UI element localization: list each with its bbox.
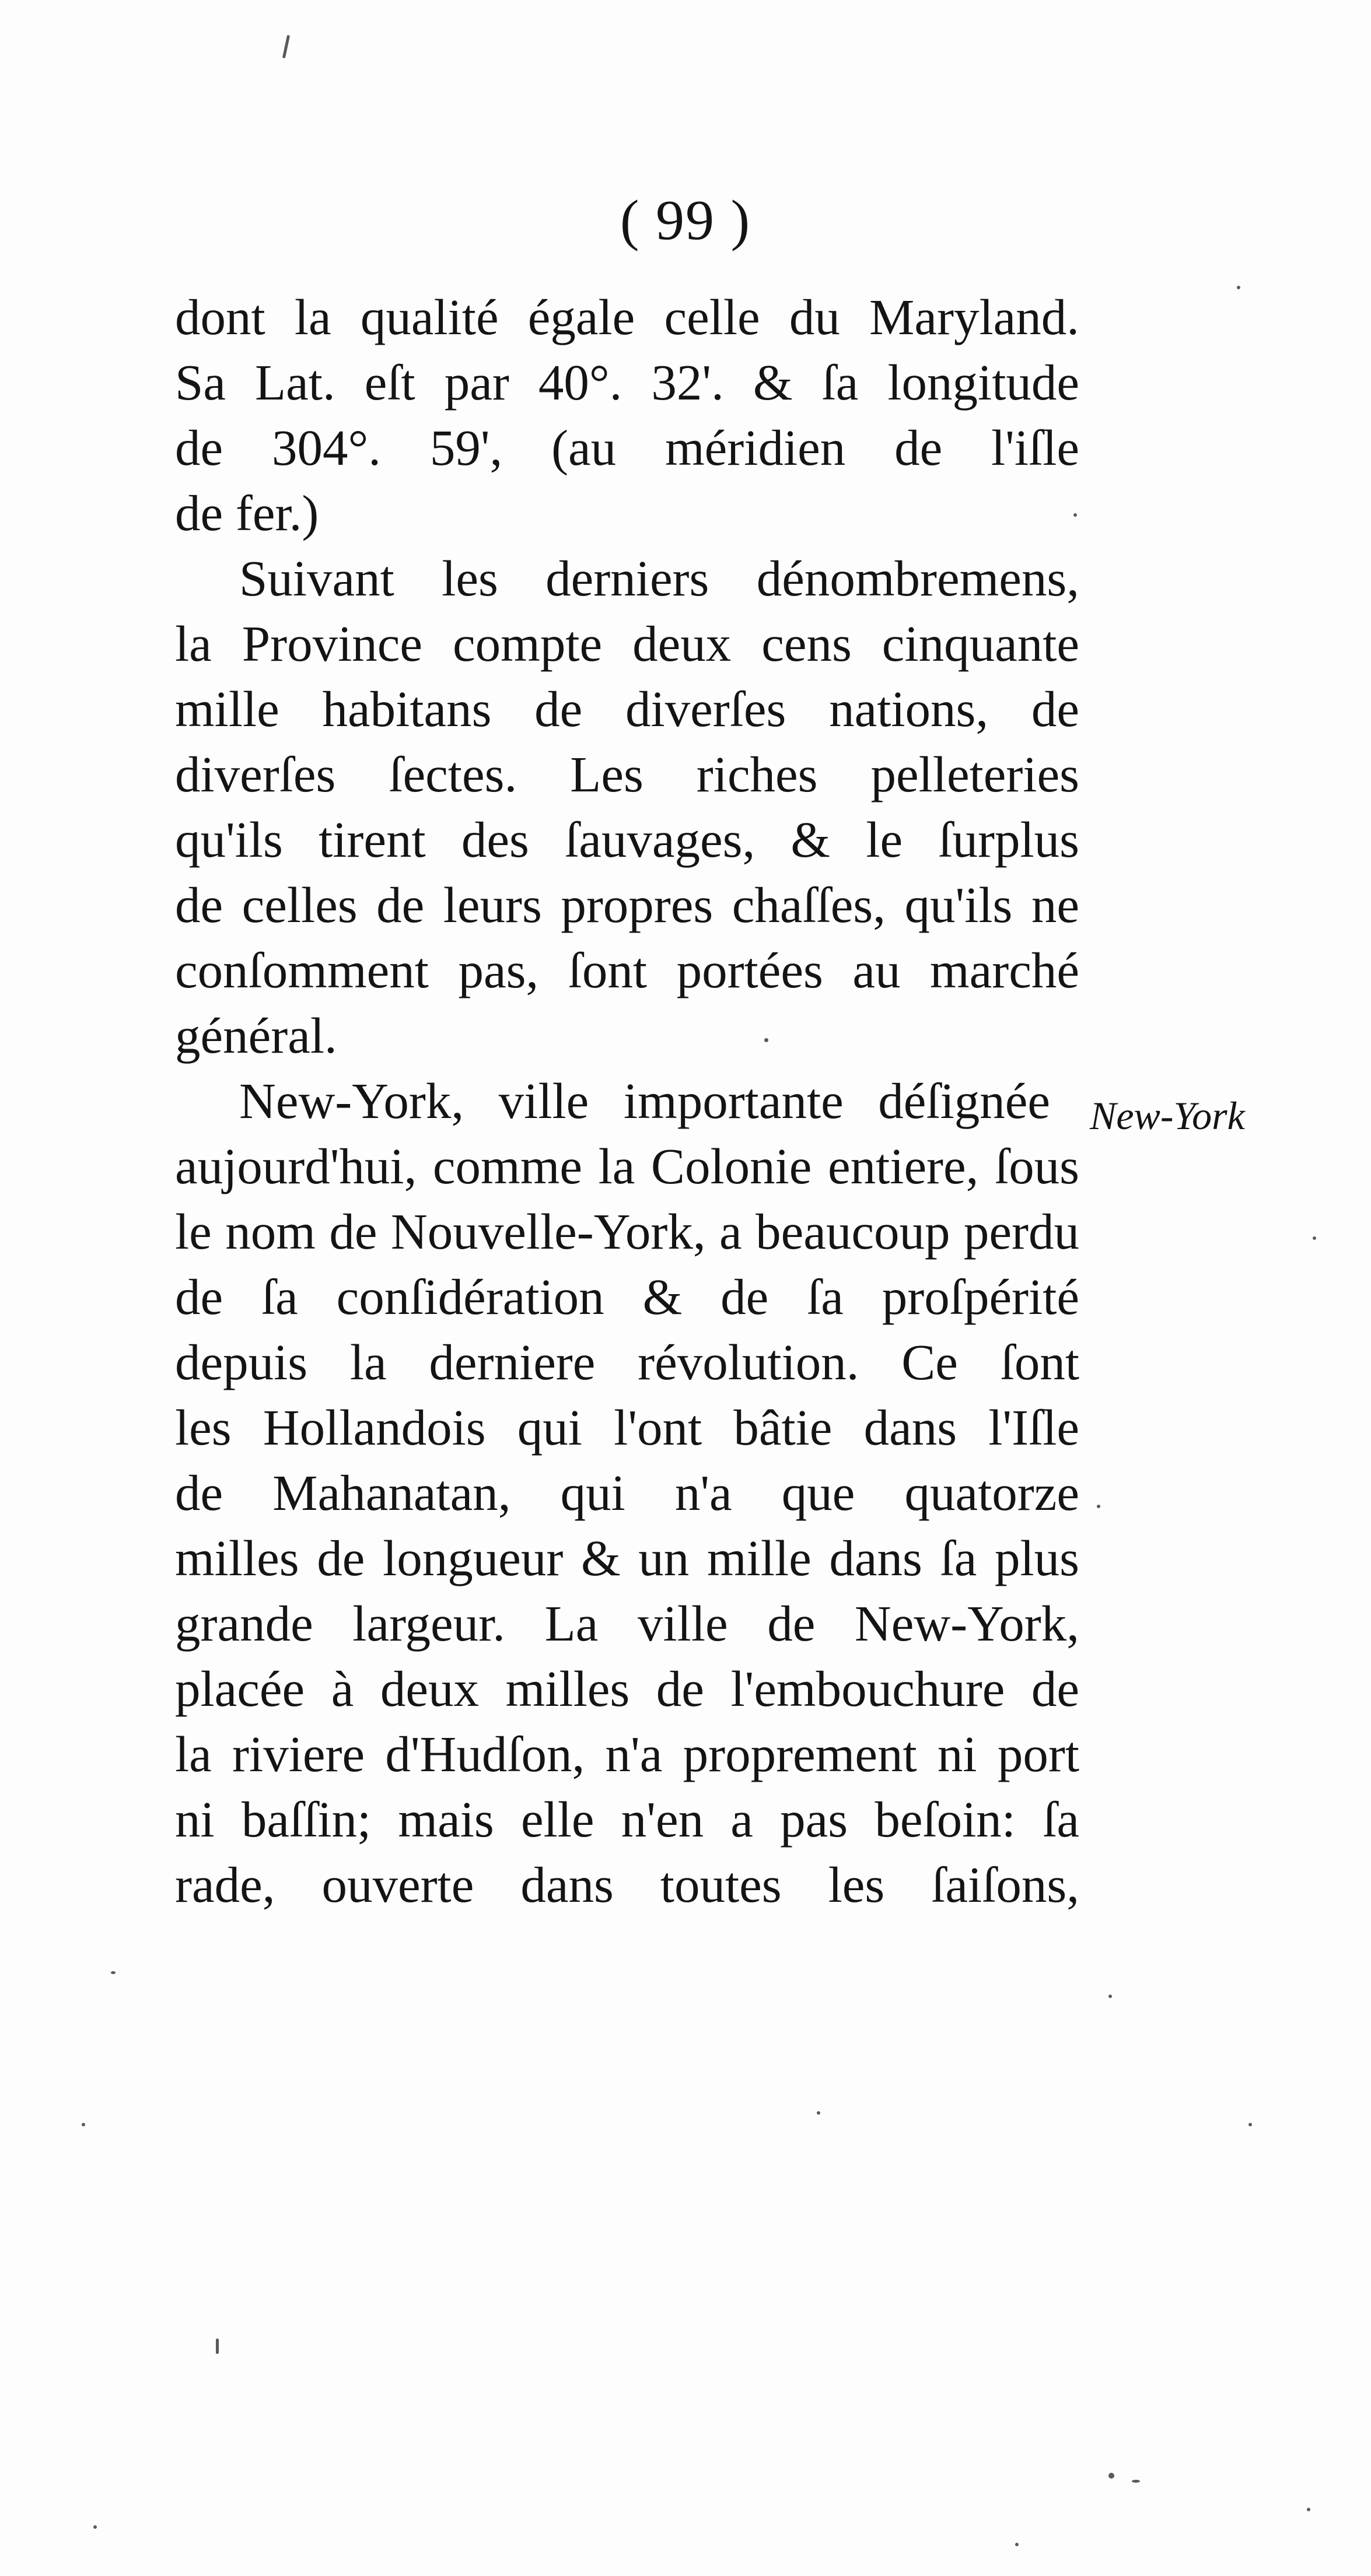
scan-speck [93, 2525, 97, 2529]
text-line-1: dont la qualité égale celle du Maryland. [175, 289, 1079, 345]
scan-speck [1097, 1505, 1100, 1508]
text-line-11: conſomment pas, ſont portées au marché [175, 942, 1079, 998]
text-line-18: les Hollandois qui l'ont bâtie dans l'Iſle [175, 1399, 1079, 1456]
text-line-15: le nom de Nouvelle-York, a beaucoup perdu [175, 1203, 1079, 1260]
text-line-10: de celles de leurs propres chaſſes, qu'ils ne [175, 877, 1079, 933]
text-line-5: Suivant les derniers dénombremens, [239, 550, 1079, 607]
scan-speck [1307, 2508, 1310, 2511]
scan-speck [1108, 2473, 1114, 2479]
text-line-21: grande largeur. La ville de New-York, [175, 1595, 1079, 1652]
text-line-2: Sa Lat. eſt par 40°. 32'. & ſa longitude [175, 354, 1079, 411]
text-line-23: la riviere d'Hudſon, n'a proprement ni port [175, 1726, 1079, 1782]
scan-speck [111, 1971, 116, 1974]
scan-speck [1108, 1995, 1112, 1998]
text-line-9: qu'ils tirent des ſauvages, & le ſurplus [175, 811, 1079, 868]
text-line-25: rade, ouverte dans toutes les ſaiſons, [175, 1856, 1079, 1913]
text-line-8: diverſes ſectes. Les riches pelleteries [175, 746, 1079, 802]
scan-speck [1073, 513, 1077, 517]
text-line-19: de Mahanatan, qui n'a que quatorze [175, 1464, 1079, 1521]
page-number: ( 99 ) [620, 189, 751, 252]
scan-speck [1313, 1236, 1316, 1240]
text-line-6: la Province compte deux cens cinquante [175, 615, 1079, 672]
text-line-17: depuis la derniere révolution. Ce ſont [175, 1334, 1079, 1390]
text-line-13: New-York, ville importante déſignée [239, 1073, 1050, 1129]
text-line-16: de ſa conſidération & de ſa proſpérité [175, 1268, 1079, 1325]
text-line-4: de fer.) [175, 485, 319, 541]
text-line-3: de 304°. 59', (au méridien de l'iſle [175, 419, 1079, 476]
scan-speck [82, 2123, 85, 2126]
text-line-24: ni baſſin; mais elle n'en a pas beſoin: ſa [175, 1791, 1079, 1848]
scan-speck [1248, 2123, 1252, 2126]
scan-speck [216, 2339, 219, 2354]
text-line-7: mille habitans de diverſes nations, de [175, 681, 1079, 737]
scan-speck [764, 1038, 768, 1042]
scan-speck [1015, 2543, 1019, 2546]
scan-speck [817, 2111, 820, 2115]
text-line-22: placée à deux milles de l'embouchure de [175, 1660, 1079, 1717]
text-line-14: aujourd'hui, comme la Colonie entiere, ſous [175, 1138, 1079, 1194]
text-line-12: général. [175, 1007, 337, 1064]
scan-speck [1237, 286, 1240, 289]
scan-speck [282, 35, 290, 58]
text-line-20: milles de longueur & un mille dans ſa plus [175, 1530, 1079, 1586]
margin-note: New-York [1090, 1094, 1245, 1138]
scan-speck [1132, 2480, 1140, 2483]
